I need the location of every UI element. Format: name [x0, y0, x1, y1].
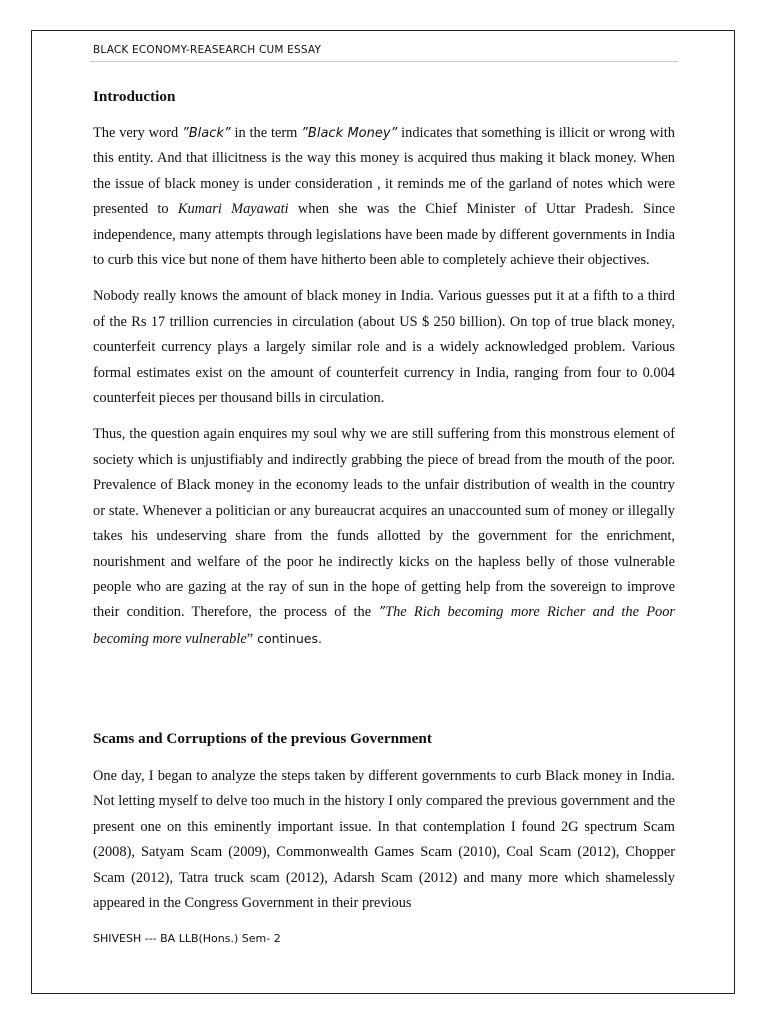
running-header: BLACK ECONOMY-REASEARCH CUM ESSAY	[93, 44, 322, 56]
intro-p1-text-b: in the term	[230, 125, 302, 141]
scams-section	[93, 764, 675, 916]
intro-paragraph-2: Nobody really knows the amount of black money in India. Various guesses put it at a fifth to a third of the Rs 17 trillion currencies in circulation (about US $ 250 billion). On top of true black money, counterfeit currency plays a largely similar role and is a widely acknowledged problem. Various formal estimates exist on the amount of counterfeit currency in India, ranging from four to 0.004 counterfeit pieces per thousand bills in circulation.	[93, 288, 675, 407]
intro-paragraph-3	[93, 422, 675, 652]
quote-open-mark: ”	[378, 605, 386, 621]
quote-close-mark: ”	[246, 630, 254, 647]
page-footer: SHIVESH --- BA LLB(Hons.) Sem- 2	[93, 932, 281, 945]
introduction-section	[93, 121, 675, 652]
name-kumari-mayawati: Kumari Mayawati	[177, 201, 289, 218]
scams-heading: Scams and Corruptions of the previous Government	[93, 730, 432, 747]
intro-p1-text-a: The very word	[93, 125, 183, 141]
intro-p3-text-b: continues.	[253, 630, 322, 646]
intro-paragraph-1	[93, 121, 675, 273]
intro-p3-text-a: Thus, the question again enquires my soul why we are still suffering from this monstrous element of society which is unjustifiably and indirectly grabbing the piece of bread from the mouth of the poor. Prevalence of Black money in the economy leads to the unfair distribution of wealth in the country or state. Whenever a politician or any bureaucrat acquires an unaccounted sum of money or illegally takes his undeserving share from the funds allotted by the government for the enrichment, nourishment and welfare of the poor he indirectly kicks on the hapless belly of those vulnerable people who are gazing at the ray of sun in the hope of getting help from the sovereign to improve their condition. Therefore, the process of the	[93, 426, 675, 621]
introduction-heading: Introduction	[93, 88, 176, 105]
scams-paragraph-1: One day, I began to analyze the steps taken by different governments to curb Black money in India. Not letting myself to delve too much in the history I only compared the previous government and the present one on this eminently important issue. In that contemplation I found 2G spectrum Scam (2008), Satyam Scam (2009), Commonwealth Games Scam (2010), Coal Scam (2012), Chopper Scam (2012), Tatra truck scam (2012), Adarsh Scam (2012) and many more which shamelessly appeared in the Congress Government in their previous	[93, 768, 675, 912]
intro-p1-text-d: when she was the Chief Minister of Uttar Pradesh. Since independence, many attempts through legislations have been made by different governments in India to curb this vice but none of them have hitherto been able to completely achieve their objectives.	[93, 201, 675, 269]
intro-p1-text-c: indicates that something is illicit or wrong with this entity. And that illicitness is the way this money is acquired thus making it black money. When the issue of black money is under consideration , it reminds me of the garland of notes which were presented to	[93, 125, 676, 218]
header-rule	[90, 61, 678, 62]
quote-rich-richer: The Rich becoming more Richer and the Poor becoming more vulnerable	[93, 604, 675, 647]
quote-black: ”Black”	[182, 126, 231, 141]
quote-black-money: ”Black Money”	[301, 126, 398, 141]
